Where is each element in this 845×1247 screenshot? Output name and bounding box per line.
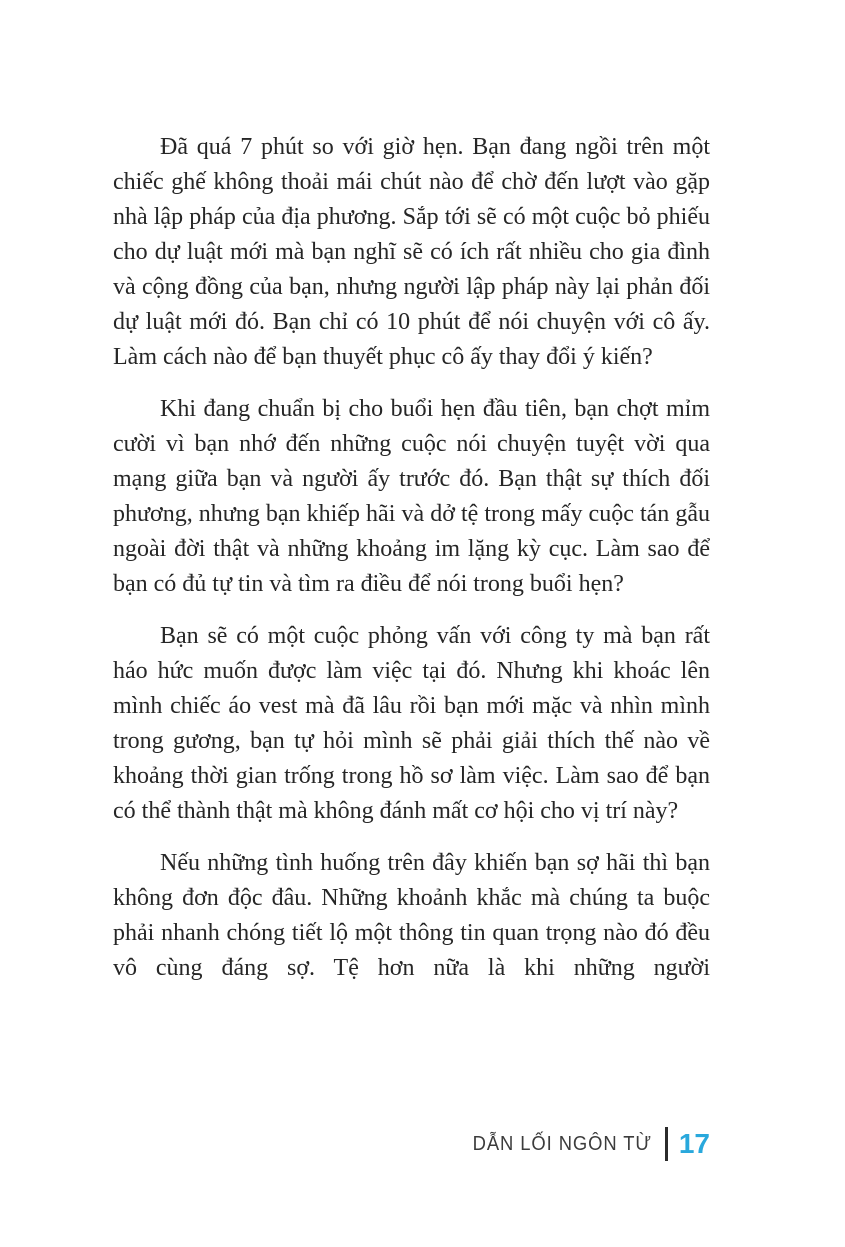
paragraph-2: Khi đang chuẩn bị cho buổi hẹn đầu tiên, bạn chợt mỉm cười vì bạn nhớ đến những cuộc nói chuyện tuyệt vời qua mạng giữa bạn và người ấy trước đó. Bạn thật sự thích đối phương, nhưng bạn khiếp hãi và dở tệ trong mấy cuộc tán gẫu ngoài đời thật và những khoảng im lặng kỳ cục. Làm sao để bạn có đủ tự tin và tìm ra điều để nói trong buổi hẹn? — [113, 396, 710, 597]
page-footer — [457, 1122, 710, 1166]
running-title: DẪN LỐI NGÔN TỪ — [472, 1132, 652, 1155]
paragraph-3: Bạn sẽ có một cuộc phỏng vấn với công ty mà bạn rất háo hức muốn được làm việc tại đó. Nhưng khi khoác lên mình chiếc áo vest mà đã lâu rồi bạn mới mặc và nhìn mình trong gương, bạn tự hỏi mình sẽ phải giải thích thế nào về khoảng thời gian trống trong hồ sơ làm việc. Làm sao để bạn có thể thành thật mà không đánh mất cơ hội cho vị trí này? — [113, 623, 710, 824]
footer-divider — [665, 1127, 668, 1161]
page-number: 17 — [678, 1128, 710, 1159]
page-content — [113, 130, 710, 986]
paragraph-1: Đã quá 7 phút so với giờ hẹn. Bạn đang ngồi trên một chiếc ghế không thoải mái chút nào để chờ đến lượt vào gặp nhà lập pháp của địa phương. Sắp tới sẽ có một cuộc bỏ phiếu cho dự luật mới mà bạn nghĩ sẽ có ích rất nhiều cho gia đình và cộng đồng của bạn, nhưng người lập pháp này lại phản đối dự luật mới đó. Bạn chỉ có 10 phút để nói chuyện với cô ấy. Làm cách nào để bạn thuyết phục cô ấy thay đổi ý kiến? — [113, 134, 710, 370]
paragraph-4: Nếu những tình huống trên đây khiến bạn sợ hãi thì bạn không đơn độc đâu. Những khoảnh khắc mà chúng ta buộc phải nhanh chóng tiết lộ một thông tin quan trọng nào đó đều vô cùng đáng sợ. Tệ hơn nữa là khi những người — [113, 850, 710, 981]
